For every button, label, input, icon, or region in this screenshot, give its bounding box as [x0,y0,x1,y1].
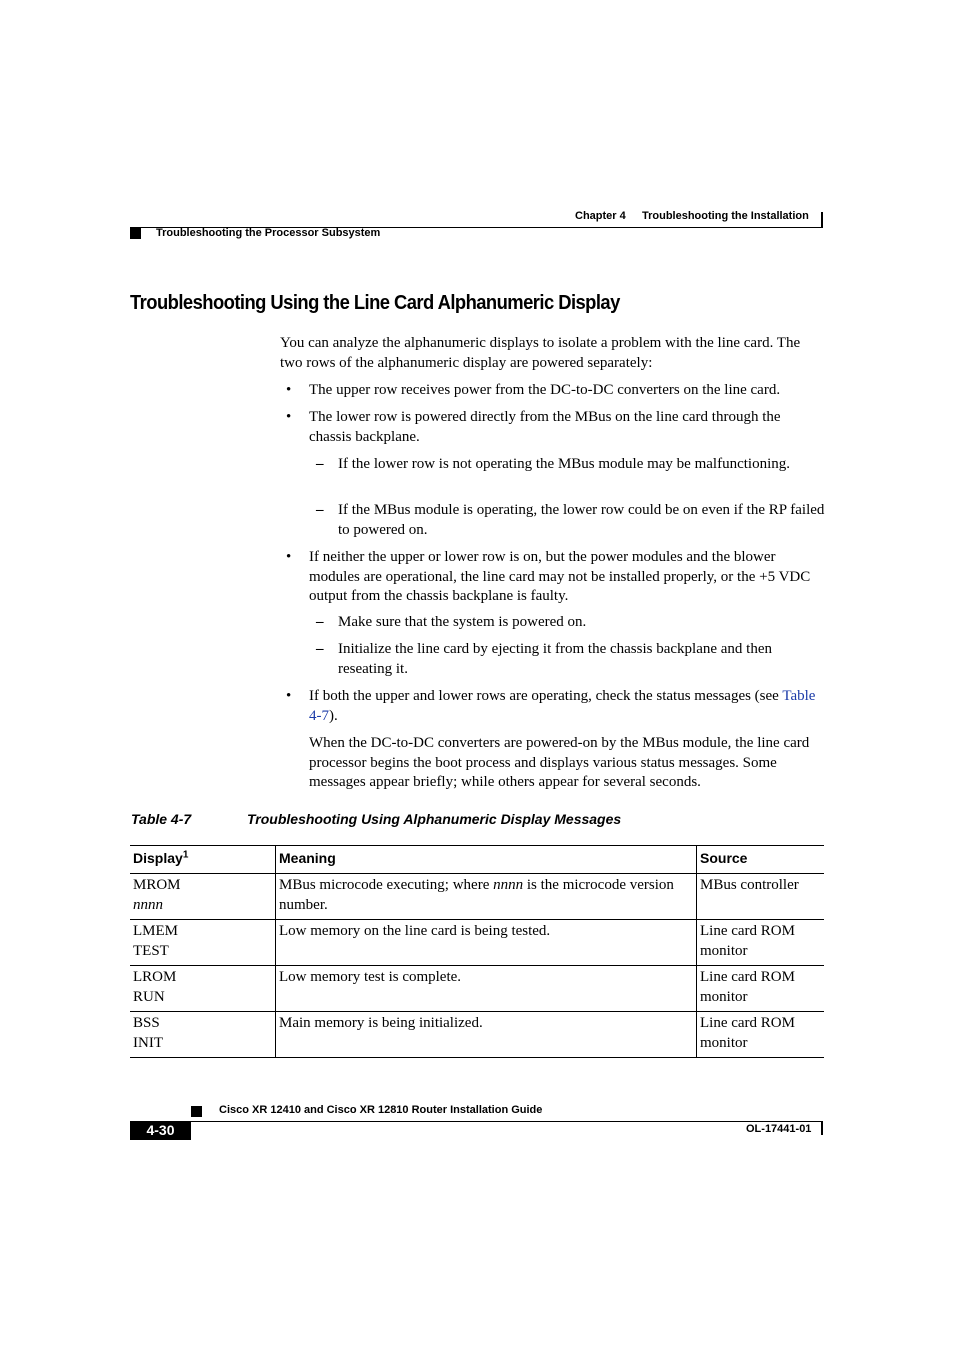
display-messages-table [130,845,824,1058]
dash-text: If the lower row is not operating the MBus module may be malfunctioning. [338,456,790,472]
dash-text: Initialize the line card by ejecting it from the chassis backplane and then reseating it. [338,641,773,677]
bullet-text: The upper row receives power from the DC-to-DC converters on the line card. [309,382,781,398]
display-line-1: BSS [133,1015,160,1031]
header-chapter-title: Troubleshooting the Installation [642,210,809,222]
header-display [130,846,276,874]
display-line-2: INIT [133,1034,163,1051]
boot-paragraph: When the DC-to-DC converters are powered-on by the MBus module, the line card processor begins the boot process and displays various status messages. Some messages appear briefly; while others appear for several seconds. [309,735,810,790]
bullet-item [286,408,826,447]
header-tick [821,212,823,228]
cell-display [130,920,276,966]
cell-source: Line card ROM monitor [697,966,825,1012]
bullet-text-pre: If both the upper and lower rows are operating, check the status messages (see [309,688,783,704]
footer-rule [130,1121,823,1122]
display-line-2: RUN [133,988,165,1005]
bullet-item [286,687,826,726]
cell-source: Line card ROM monitor [697,920,825,966]
table-row [130,966,824,1012]
bullet-text: If neither the upper or lower row is on, but the power modules and the blower modules are operational, the line card may not be installed properly, or the +5 VDC output from the chassis backplane is faulty. [309,549,811,604]
dash-item [316,501,826,540]
bullet-mark: • [286,688,292,704]
table-caption-title: Troubleshooting Using Alphanumeric Display Messages [247,811,622,827]
dash-mark: – [316,614,324,630]
display-line-1: LMEM [133,923,178,939]
header-chapter: Chapter 4 [575,210,626,222]
table-row [130,920,824,966]
cell-meaning: Low memory test is complete. [276,966,697,1012]
dash-mark: – [316,502,324,518]
header-block [130,228,141,239]
table-header-row [130,846,824,874]
display-line-2: TEST [133,942,169,959]
dash-item [316,640,826,679]
bullet-mark: • [286,382,292,398]
header-meaning: Meaning [276,846,697,874]
meaning-em: nnnn [493,877,524,893]
meaning-pre: MBus microcode executing; where [279,877,494,893]
cell-display [130,1012,276,1058]
header-section: Troubleshooting the Processor Subsystem [156,227,381,239]
bullet-text [309,687,826,726]
bullet-mark: • [286,549,292,565]
intro-paragraph: You can analyze the alphanumeric displays to isolate a problem with the line card. The two rows of the alphanumeric display are powered separately: [280,335,801,371]
bullet-mark: • [286,409,292,425]
table-4-7-link[interactable]: Table 4-7 [309,688,816,724]
dash-item [316,455,826,475]
header-source: Source [697,846,825,874]
footer-block [191,1106,202,1117]
footnote-marker: 1 [182,849,189,861]
dash-text: If the MBus module is operating, the lower row could be on even if the RP failed to powered on. [338,502,825,538]
page-title: Troubleshooting Using the Line Card Alphanumeric Display [130,292,620,314]
page-number: 4-30 [146,1122,175,1138]
cell-display [130,874,276,920]
meaning-post: is the microcode version number. [279,877,674,913]
footer-guide-title: Cisco XR 12410 and Cisco XR 12810 Router Installation Guide [219,1104,543,1116]
cell-display [130,966,276,1012]
cell-meaning [276,874,697,920]
footer-tick [821,1121,823,1135]
dash-mark: – [316,456,324,472]
dash-item [316,613,826,633]
display-line-1: LROM [133,969,177,985]
display-line-2: nnnn [133,896,163,913]
bullet-item [286,381,826,401]
table-caption-number: Table 4-7 [131,811,192,827]
footer-doc-number: OL-17441-01 [746,1123,812,1135]
display-line-1: MROM [133,877,181,893]
cell-meaning: Main memory is being initialized. [276,1012,697,1058]
bullet-item [286,548,826,607]
cell-meaning: Low memory on the line card is being tested. [276,920,697,966]
bullet-text-post: ). [329,707,338,724]
table-row [130,1012,824,1058]
cell-source: Line card ROM monitor [697,1012,825,1058]
bullet-text: The lower row is powered directly from the MBus on the line card through the chassis backplane. [309,409,781,445]
header-display-label: Display [133,850,183,866]
dash-text: Make sure that the system is powered on. [338,614,587,630]
cell-source: MBus controller [697,874,825,920]
table-row [130,874,824,920]
dash-mark: – [316,641,324,657]
